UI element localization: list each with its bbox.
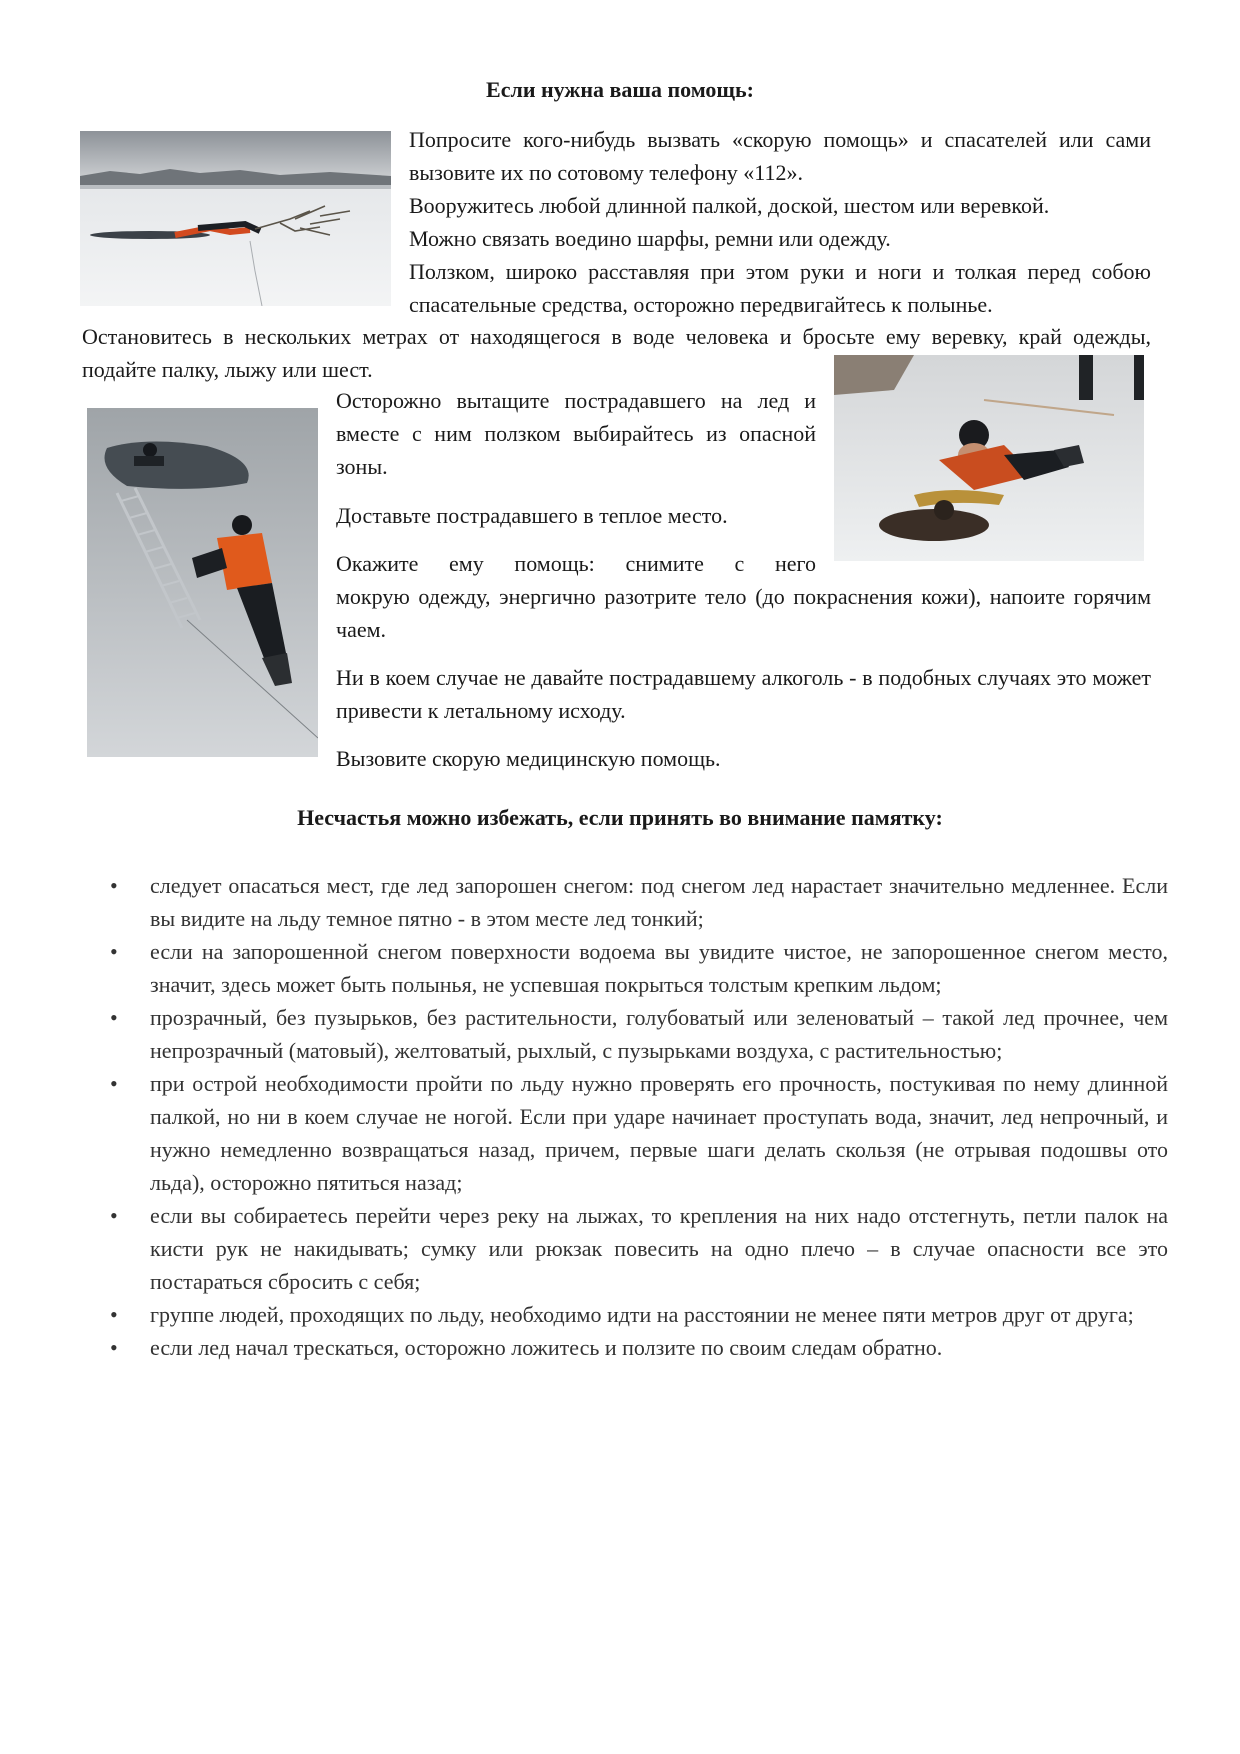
text-call-block (409, 123, 1151, 321)
list-item-text: если вы собираетесь перейти через реку на лыжах, то крепления на них надо отстегнуть, петли палок на кисти рук не накидывать; сумку или рюкзак повесить на одно плечо – в случае опасности все это постараться сбросить с себя; (150, 1203, 1168, 1294)
list-item-text: следует опасаться мест, где лед запорошен снегом: под снегом лед нарастает значительно медленнее. Если вы видите на льду темное пятно - в этом месте лед тонкий; (150, 873, 1168, 931)
paragraph-warm: Доставьте пострадавшего в теплое место. (336, 503, 728, 528)
list-item-text: если лед начал трескаться, осторожно ложитесь и ползите по своим следам обратно. (150, 1335, 943, 1360)
paragraph-alcohol: Ни в коем случае не давайте пострадавшему алкоголь - в подобных случаях это может привести к летальному исходу. (336, 665, 1151, 723)
list-item (110, 1199, 1168, 1298)
bullet-icon: • (110, 1071, 118, 1096)
list-item-text: прозрачный, без пузырьков, без растительности, голубоватый или зеленоватый – такой лед прочнее, чем непрозрачный (матовый), желтоватый, рыхлый, с пузырьками воздуха, с растительностью; (150, 1005, 1168, 1063)
heading-memo: Несчастья можно избежать, если принять во внимание памятку: (297, 805, 943, 830)
paragraph-arm: Вооружитесь любой длинной палкой, доской, шестом или веревкой. (409, 193, 1050, 218)
photo-crawling-rescuer-image (834, 355, 1144, 561)
list-item-text: группе людей, проходящих по льду, необходимо идти на расстоянии не менее пяти метров друг от друга; (150, 1302, 1134, 1327)
list-item (110, 935, 1168, 1001)
bullet-icon: • (110, 1005, 118, 1030)
bullet-icon: • (110, 873, 118, 898)
paragraph-help-start: Окажите ему помощь: снимите с него (336, 551, 816, 576)
paragraph-ambulance: Вызовите скорую медицинскую помощь. (336, 746, 721, 771)
list-item-text: при острой необходимости пройти по льду нужно проверять его прочность, постукивая по нему длинной палкой, но ни в коем случае не ногой. Если при ударе начинает проступать вода, значит, лед непрочный, и нужно немедленно возвращаться назад, причем, первые шаги делать скользя (не отрывая подошвы ото льда), осторожно пятиться назад; (150, 1071, 1168, 1195)
photo-ice-rescue-branch-image (80, 131, 391, 306)
paragraph-pull: Осторожно вытащите пострадавшего на лед и вместе с ним ползком выбирайтесь из опасной зоны. (336, 388, 816, 479)
paragraph-stop: Остановитесь в нескольких метрах от находящегося в воде человека и бросьте ему веревку, край одежды, подайте палку, лыжу или шест. (82, 324, 1151, 382)
bullet-icon: • (110, 1335, 118, 1360)
photo-ladder-rescue-image (87, 408, 318, 757)
photo-ice-rescue-branch (80, 131, 391, 306)
paragraph-crawl: Ползком, широко расставляя при этом руки и ноги и толкая перед собою спасательные средства, осторожно передвигайтесь к полынье. (409, 259, 1151, 317)
bullet-icon: • (110, 939, 118, 964)
photo-ladder-rescue (87, 408, 318, 757)
list-item (110, 1331, 1168, 1364)
list-item-text: если на запорошенной снегом поверхности водоема вы увидите чистое, не запорошенное снегом место, значит, здесь может быть полынья, не успевшая покрыться толстым крепким льдом; (150, 939, 1168, 997)
list-item (110, 1001, 1168, 1067)
photo-crawling-rescuer (834, 355, 1144, 561)
tips-list (110, 869, 1168, 1364)
list-item (110, 869, 1168, 935)
bullet-icon: • (110, 1302, 118, 1327)
list-item (110, 1067, 1168, 1199)
paragraph-tie: Можно связать воедино шарфы, ремни или одежду. (409, 226, 891, 251)
list-item (110, 1298, 1168, 1331)
paragraph-help-rest: мокрую одежду, энергично разотрите тело (до покраснения кожи), напоите горячим чаем. (336, 584, 1151, 642)
heading-help: Если нужна ваша помощь: (486, 77, 754, 102)
paragraph-call: Попросите кого-нибудь вызвать «скорую помощь» и спасателей или сами вызовите их по сотовому телефону «112». (409, 127, 1151, 185)
bullet-icon: • (110, 1203, 118, 1228)
